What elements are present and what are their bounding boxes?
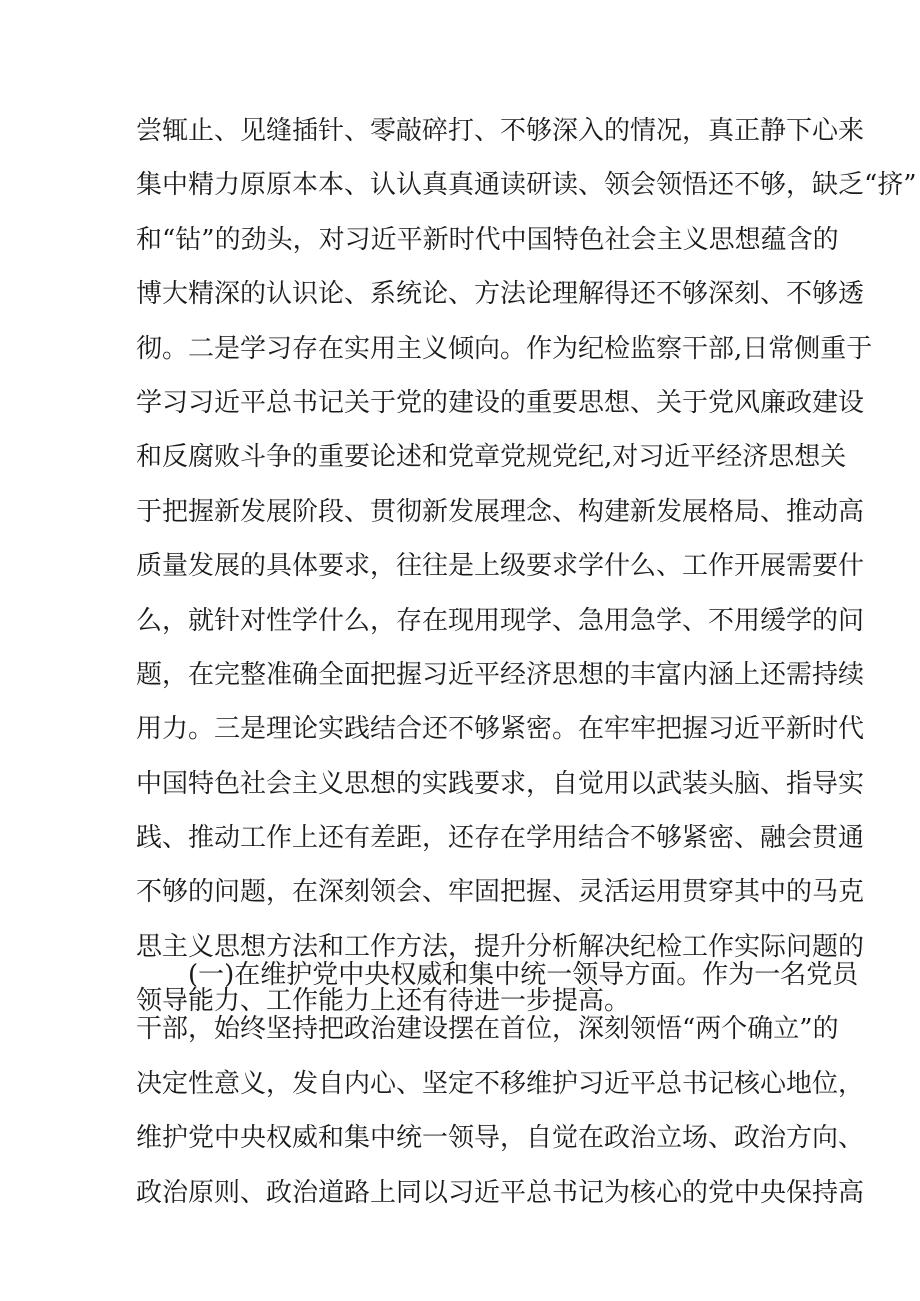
text-line: 和“钻”的劲头，对习近平新时代中国特色社会主义思想蕴含的 (136, 224, 839, 255)
text-line: 政治原则、政治道路上同以习近平总书记为核心的党中央保持高 (136, 1177, 865, 1208)
text-line: 题，在完整准确全面把握习近平经济思想的丰富内涵上还需持续 (136, 659, 865, 690)
text-line: 集中精力原原本本、认认真真通读研读、领会领悟还不够，缺乏“挤” (136, 170, 917, 201)
text-line: 践、推动工作上还有差距，还存在学用结合不够紧密、融会贯通 (136, 823, 865, 854)
section-heading-line: (一)在维护党中央权威和集中统一领导方面。作为一名党员 (188, 960, 859, 990)
text-line: 不够的问题，在深刻领会、牢固把握、灵活运用贯穿其中的马克 (136, 877, 865, 908)
text-line: 博大精深的认识论、系统论、方法论理解得还不够深刻、不够透 (136, 279, 865, 310)
body-paragraph (136, 104, 917, 1029)
text-line: 决定性意义，发自内心、坚定不移维护习近平总书记核心地位， (136, 1068, 865, 1099)
text-line: 尝辄止、见缝插针、零敲碎打、不够深入的情况，真正静下心来 (136, 116, 865, 146)
text-line: 和反腐败斗争的重要论述和党章党规党纪,对习近平经济思想关 (136, 442, 847, 473)
text-line: 质量发展的具体要求，往往是上级要求学什么、工作开展需要什 (136, 551, 865, 582)
text-line: 领导能力、工作能力上还有待进一步提高。 (136, 986, 631, 1017)
text-line: 么，就针对性学什么，存在现用现学、急用急学、不用缓学的问 (136, 605, 865, 636)
text-line: 维护党中央权威和集中统一领导，自觉在政治立场、政治方向、 (136, 1123, 865, 1154)
section-paragraph (136, 948, 865, 1220)
text-line: 思主义思想方法和工作方法，提升分析解决纪检工作实际问题的 (136, 931, 865, 962)
text-line: 彻。二是学习存在实用主义倾向。作为纪检监察干部,日常侧重于 (136, 333, 873, 364)
text-line: 学习习近平总书记关于党的建设的重要思想、关于党风廉政建设 (136, 387, 865, 418)
text-line: 用力。三是理论实践结合还不够紧密。在牢牢把握习近平新时代 (136, 714, 865, 745)
text-line: 干部，始终坚持把政治建设摆在首位，深刻领悟“两个确立”的 (136, 1014, 839, 1045)
text-line: 中国特色社会主义思想的实践要求，自觉用以武装头脑、指导实 (136, 768, 865, 799)
text-line: 于把握新发展阶段、贯彻新发展理念、构建新发展格局、推动高 (136, 496, 865, 527)
